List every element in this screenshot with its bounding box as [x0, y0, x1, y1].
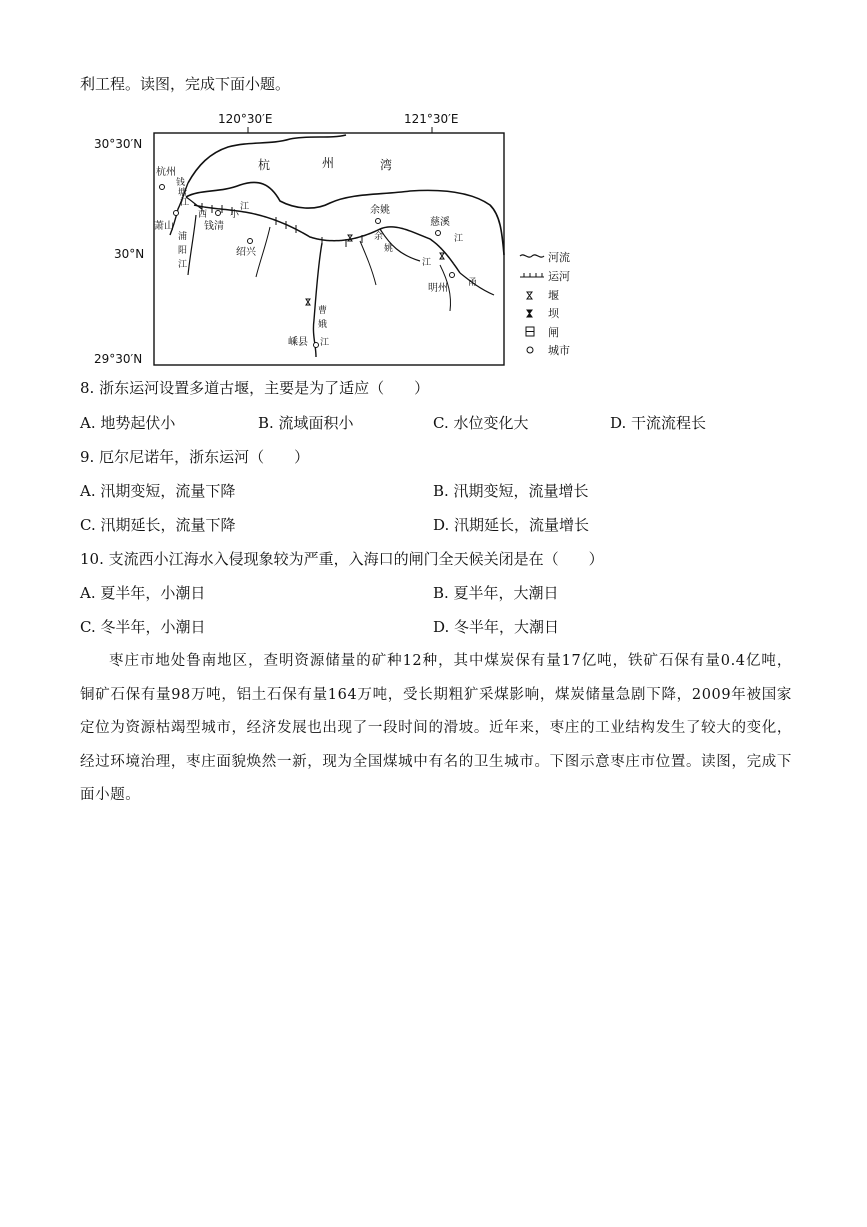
city-cixi: 慈溪 [430, 217, 450, 228]
river-char-13: 余 [374, 232, 384, 242]
city-qianqing: 钱清 [204, 221, 224, 232]
legend-dam-symbol [527, 310, 532, 317]
bay-char-3: 湾 [380, 158, 393, 172]
river-char-6: 江 [240, 202, 250, 212]
q10-option-c: C. 冬半年，小潮日 [80, 618, 206, 636]
q9-option-a: A. 汛期变短，流量下降 [80, 482, 236, 500]
city-shaoxing: 绍兴 [236, 247, 256, 258]
question-8-stem: 8. 浙东运河设置多道古堰，主要是为了适应（ ） [80, 379, 430, 397]
city-shengxian: 嵊县 [288, 337, 308, 348]
q10-option-d: D. 冬半年，大潮日 [433, 618, 560, 636]
q8-option-b: B. 流域面积小 [258, 414, 354, 432]
city-marker-hangzhou [160, 185, 165, 190]
intro-line: 利工程。读图，完成下面小题。 [80, 75, 291, 93]
city-marker-qianqing [216, 211, 221, 216]
city-marker-xiaoshan [174, 211, 179, 216]
river-char-11: 娥 [318, 320, 328, 330]
lon-label-1: 120°30′E [218, 112, 273, 126]
legend-canal-symbol [520, 273, 544, 277]
river-char-9: 江 [178, 260, 188, 270]
river-char-5: 小 [230, 210, 240, 220]
puyang-river [188, 215, 196, 275]
q8-option-a: A. 地势起伏小 [80, 414, 176, 432]
river-char-17: 江 [422, 258, 432, 268]
lon-label-2: 121°30′E [404, 112, 459, 126]
river-char-15: 江 [454, 234, 464, 244]
river-char-4: 西 [198, 210, 208, 220]
legend-city-symbol [527, 347, 533, 353]
q8-option-d: D. 干流流程长 [610, 414, 707, 432]
river-char-12: 江 [320, 338, 330, 348]
question-9-stem: 9. 厄尔尼诺年，浙东运河（ ） [80, 448, 310, 466]
q10-option-a: A. 夏半年，小潮日 [80, 584, 206, 602]
river-char-2: 塘 [178, 188, 188, 198]
lat-label-3: 29°30′N [94, 352, 143, 366]
river-char-7: 浦 [178, 232, 188, 242]
weir-markers [306, 235, 444, 305]
tributary-2 [360, 241, 376, 285]
lat-label-1: 30°30′N [94, 137, 143, 151]
legend-weir: 堰 [548, 289, 559, 302]
city-yuyao: 余姚 [370, 205, 390, 216]
question-10-stem: 10. 支流西小江海水入侵现象较为严重，入海口的闸门全天候关闭是在（ ） [80, 550, 604, 568]
legend-river: 河流 [548, 251, 570, 264]
legend-dam: 坝 [548, 307, 559, 320]
river-char-10: 曹 [318, 306, 328, 316]
legend-city: 城市 [548, 344, 570, 357]
q8-option-c: C. 水位变化大 [433, 414, 529, 432]
city-marker-shaoxing [248, 239, 253, 244]
city-xiaoshan: 萧山 [154, 221, 174, 232]
city-marker-shengxian [314, 343, 319, 348]
zaozhuang-passage: 枣庄市地处鲁南地区，查明资源储量的矿种12种，其中煤炭保有量17亿吨，铁矿石保有量0.4亿吨，铜矿石保有量98万吨，铝土石保有量164万吨，受长期粗犷采煤影响，煤炭储量急剧下降，2009年被国家定位为资源枯竭型城市，经济发展也出现了一段时间的滑坡。近年来，枣庄的工业结构发生了较大的变化，经过环境治理，枣庄面貌焕然一新，现为全国煤城中有名的卫生城市。下图示意枣庄市位置。读图，完成下面小题。 [80, 653, 792, 803]
city-marker-yuyao [376, 219, 381, 224]
bay-char-1: 杭 [258, 158, 271, 172]
zhedong-canal-map [90, 105, 590, 367]
legend-river-symbol [520, 255, 544, 257]
river-char-1: 钱 [176, 178, 186, 188]
q9-option-b: B. 汛期变短，流量增长 [433, 482, 589, 500]
river-char-8: 阳 [178, 246, 188, 256]
city-hangzhou: 杭州 [156, 167, 176, 178]
legend-weir-symbol [527, 292, 532, 299]
river-char-14: 姚 [384, 244, 394, 254]
legend-canal: 运河 [548, 270, 570, 283]
legend-gate: 闸 [548, 326, 559, 339]
lat-label-2: 30°N [114, 247, 145, 261]
bay-char-2: 州 [322, 156, 335, 170]
q10-option-b: B. 夏半年，大潮日 [433, 584, 559, 602]
q9-option-c: C. 汛期延长，流量下降 [80, 516, 236, 534]
tributary-1 [256, 227, 270, 277]
city-marker-cixi [436, 231, 441, 236]
river-char-16: 甬 [468, 278, 478, 288]
q9-option-d: D. 汛期延长，流量增长 [433, 516, 590, 534]
city-mingzhou: 明州 [428, 283, 448, 294]
city-marker-mingzhou [450, 273, 455, 278]
river-char-3: 江 [180, 198, 190, 208]
